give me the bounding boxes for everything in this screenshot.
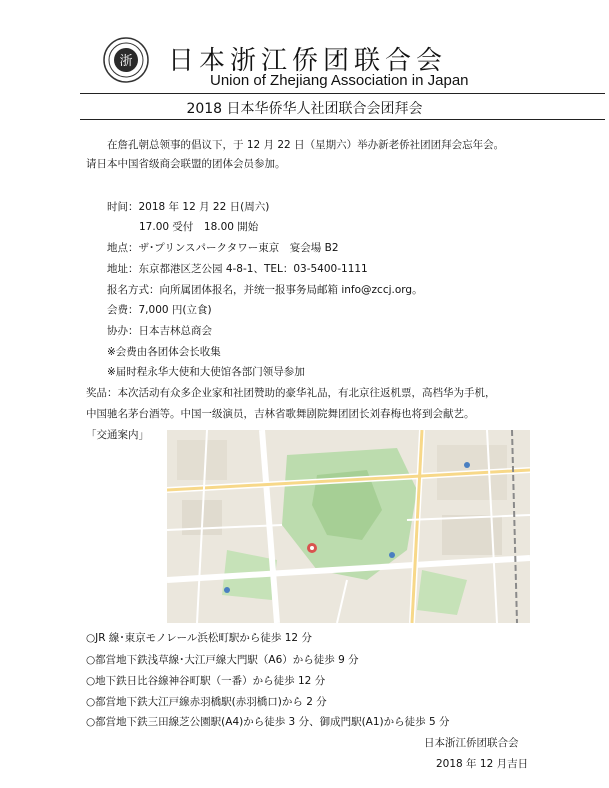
detail-cohost: 协办：日本吉林总商会 (107, 325, 212, 337)
divider-top (80, 93, 605, 94)
access-map-image (167, 430, 530, 623)
detail-fee: 会费：7,000 円(立食) (107, 304, 212, 316)
divider-bottom (80, 119, 605, 120)
access-route: ○都営地下鉄三田線芝公園駅(A4)から徒歩 3 分、御成門駅(A1)から徒歩 5 分 (86, 716, 450, 728)
signature-date: 2018 年 12 月吉日 (436, 758, 529, 770)
signature-org: 日本浙江侨团联合会 (424, 737, 519, 749)
prize-line: 中国驰名茅台酒等。中国一级演员，吉林省歌舞剧院舞团团长刘春梅也将到会献艺。 (86, 408, 475, 420)
intro-line: 请日本中国省级商会联盟的团体会员参加。 (86, 158, 286, 170)
detail-note-ambassador: ※届时程永华大使和大使馆各部门领导参加 (107, 366, 305, 378)
intro-line: 在詹孔朝总领事的倡议下，于 12 月 22 日（星期六）举办新老侨社团团拜会忘年会。 (107, 139, 505, 151)
detail-note-fee: ※会费由各团体会长收集 (107, 346, 221, 358)
detail-address: 地址：东京都港区芝公园 4-8-1、TEL：03-5400-1111 (107, 263, 368, 275)
access-route: ○地下鉄日比谷線神谷町駅（一番）から徒歩 12 分 (86, 675, 326, 687)
detail-venue: 地点：ザ･プリンスパークタワー東京 宴会場 B2 (107, 242, 339, 254)
prize-line: 奖品：本次活动有众多企业家和社团赞助的豪华礼品，有北京往返机票，高档华为手机， (86, 387, 496, 399)
detail-reception: 17.00 受付 18.00 開始 (139, 221, 259, 233)
union-logo-icon (103, 37, 149, 83)
detail-registration: 报名方式：向所属团体报名，并统一报事务局邮箱 info@zccj.org。 (107, 284, 423, 296)
org-name-cn: 日本浙江侨团联合会 (168, 46, 448, 76)
logo-char: 浙 (119, 54, 133, 69)
document-title: 2018 日本华侨华人社团联合会团拜会 (186, 101, 423, 117)
detail-time: 时间：2018 年 12 月 22 日(周六) (107, 201, 270, 213)
access-label: 「交通案内」 (86, 429, 149, 441)
access-route: ○都営地下鉄浅草線･大江戸線大門駅（A6）から徒歩 9 分 (86, 654, 359, 666)
access-route: ○JR 線･東京モノレール浜松町駅から徒歩 12 分 (86, 632, 312, 644)
access-route: ○都営地下鉄大江戸線赤羽橋駅(赤羽橋口)から 2 分 (86, 696, 327, 708)
org-name-en: Union of Zhejiang Association in Japan (210, 72, 469, 89)
